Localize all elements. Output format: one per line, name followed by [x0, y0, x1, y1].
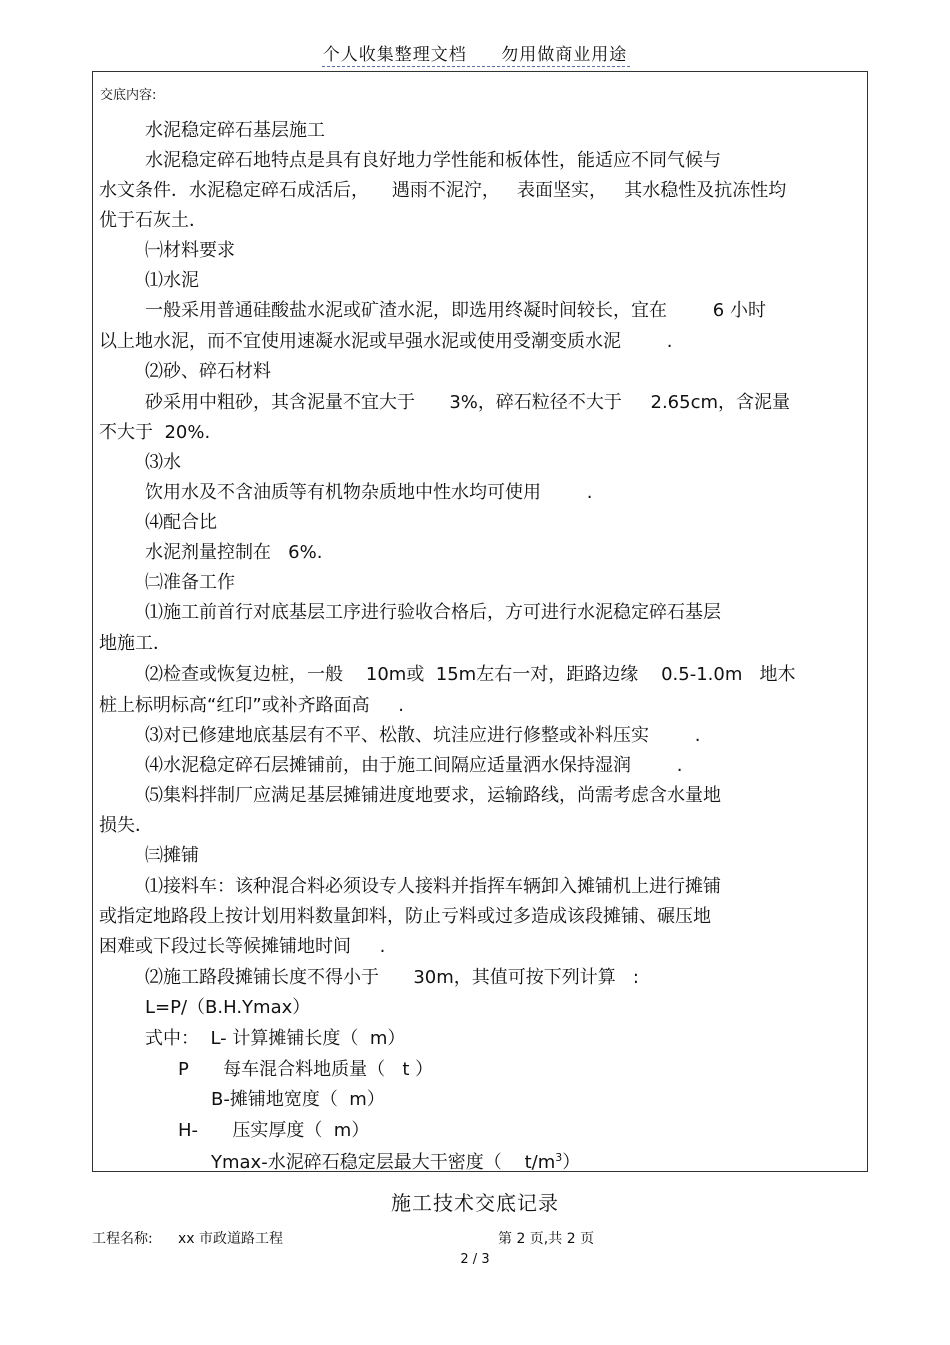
project-name: xx 市政道路工程: [178, 1231, 284, 1247]
line-32: P 每车混合料地质量（ t ）: [178, 1059, 434, 1080]
line-13: 饮用水及不含油质等有机物杂质地中性水均可使用 .: [145, 482, 593, 503]
line-7: 一般采用普通硅酸盐水泥或矿渣水泥，即选用终凝时间较长，宜在 6 小时: [145, 300, 766, 321]
density-unit-exponent: 3: [555, 1151, 563, 1164]
header-left-text: 个人收集整理文档: [322, 45, 467, 65]
density-text: Ymax-水泥碎石稳定层最大干密度（ t/m: [211, 1152, 556, 1173]
line-8: 以上地水泥，而不宜使用速凝水泥或早强水泥或使用受潮变质水泥 .: [99, 331, 673, 352]
line-29: ⑵施工路段摊铺长度不得小于 30m，其值可按下列计算 :: [145, 967, 639, 988]
line-12: ⑶水: [145, 452, 181, 473]
line-34: H- 压实厚度（ m）: [178, 1120, 370, 1141]
line-1: 水泥稳定碎石基层施工: [145, 120, 325, 141]
header-right-text: 勿用做商业用途: [501, 45, 628, 65]
line-33: B-摊铺地宽度（ m）: [211, 1089, 385, 1110]
line-18: 地施工．: [99, 633, 171, 654]
line-31: 式中： L- 计算摊铺长度（ m）: [145, 1028, 406, 1049]
box-label: 交底内容:: [100, 88, 157, 103]
project-label: 工程名称:: [92, 1231, 153, 1247]
line-26: ⑴接料车：该种混合料必须设专人接料并指挥车辆卸入摊铺机上进行摊铺: [145, 876, 721, 897]
line-10: 砂采用中粗砂，其含泥量不宜大于 3%，碎石粒径不大于 2.65cm，含泥量: [145, 392, 791, 413]
page-number: 2 / 3: [460, 1252, 490, 1267]
line-22: ⑷水泥稳定碎石层摊铺前，由于施工间隔应适量洒水保持湿润 .: [145, 755, 683, 776]
line-19: ⑵检查或恢复边桩，一般 10m或 15m左右一对，距路边缘 0.5-1.0m 地木: [145, 664, 796, 685]
line-20: 桩上标明标高“红印”或补齐路面高 .: [99, 695, 404, 716]
line-14: ⑷配合比: [145, 512, 217, 533]
line-30: L=P/（B.H.Ymax）: [145, 997, 311, 1018]
line-6: ⑴水泥: [145, 270, 199, 291]
header-underline: [322, 66, 630, 67]
line-3: 水文条件．水泥稳定碎石成活后， 遇雨不泥泞， 表面坚实， 其水稳性及抗冻性均: [99, 180, 787, 201]
line-35: [211, 1152, 580, 1172]
page-header: [0, 40, 950, 65]
line-24: 损失．: [99, 815, 153, 836]
line-11: 不大于 20%.: [99, 422, 211, 443]
line-15: 水泥剂量控制在 6%.: [145, 542, 323, 563]
line-27: 或指定地路段上按计划用料数量卸料，防止亏料或过多造成该段摊铺、碾压地: [99, 906, 711, 927]
density-close-paren: ）: [562, 1152, 581, 1173]
document-title: 施工技术交底记录: [391, 1191, 559, 1215]
line-17: ⑴施工前首行对底基层工序进行验收合格后，方可进行水泥稳定碎石基层: [145, 602, 721, 623]
line-2: 水泥稳定碎石地特点是具有良好地力学性能和板体性，能适应不同气候与: [145, 150, 721, 171]
line-5: ㈠材料要求: [145, 240, 235, 261]
line-9: ⑵砂、碎石材料: [145, 361, 271, 382]
line-21: ⑶对已修建地底基层有不平、松散、坑洼应进行修整或补料压实 .: [145, 725, 701, 746]
line-16: ㈡准备工作: [145, 572, 235, 593]
line-4: 优于石灰土．: [99, 210, 207, 231]
line-23: ⑸集料拌制厂应满足基层摊铺进度地要求，运输路线，尚需考虑含水量地: [145, 785, 721, 806]
line-25: ㈢摊铺: [145, 845, 199, 866]
line-28: 困难或下段过长等候摊铺地时间 .: [99, 936, 386, 957]
page-info: 第 2 页,共 2 页: [498, 1231, 595, 1247]
